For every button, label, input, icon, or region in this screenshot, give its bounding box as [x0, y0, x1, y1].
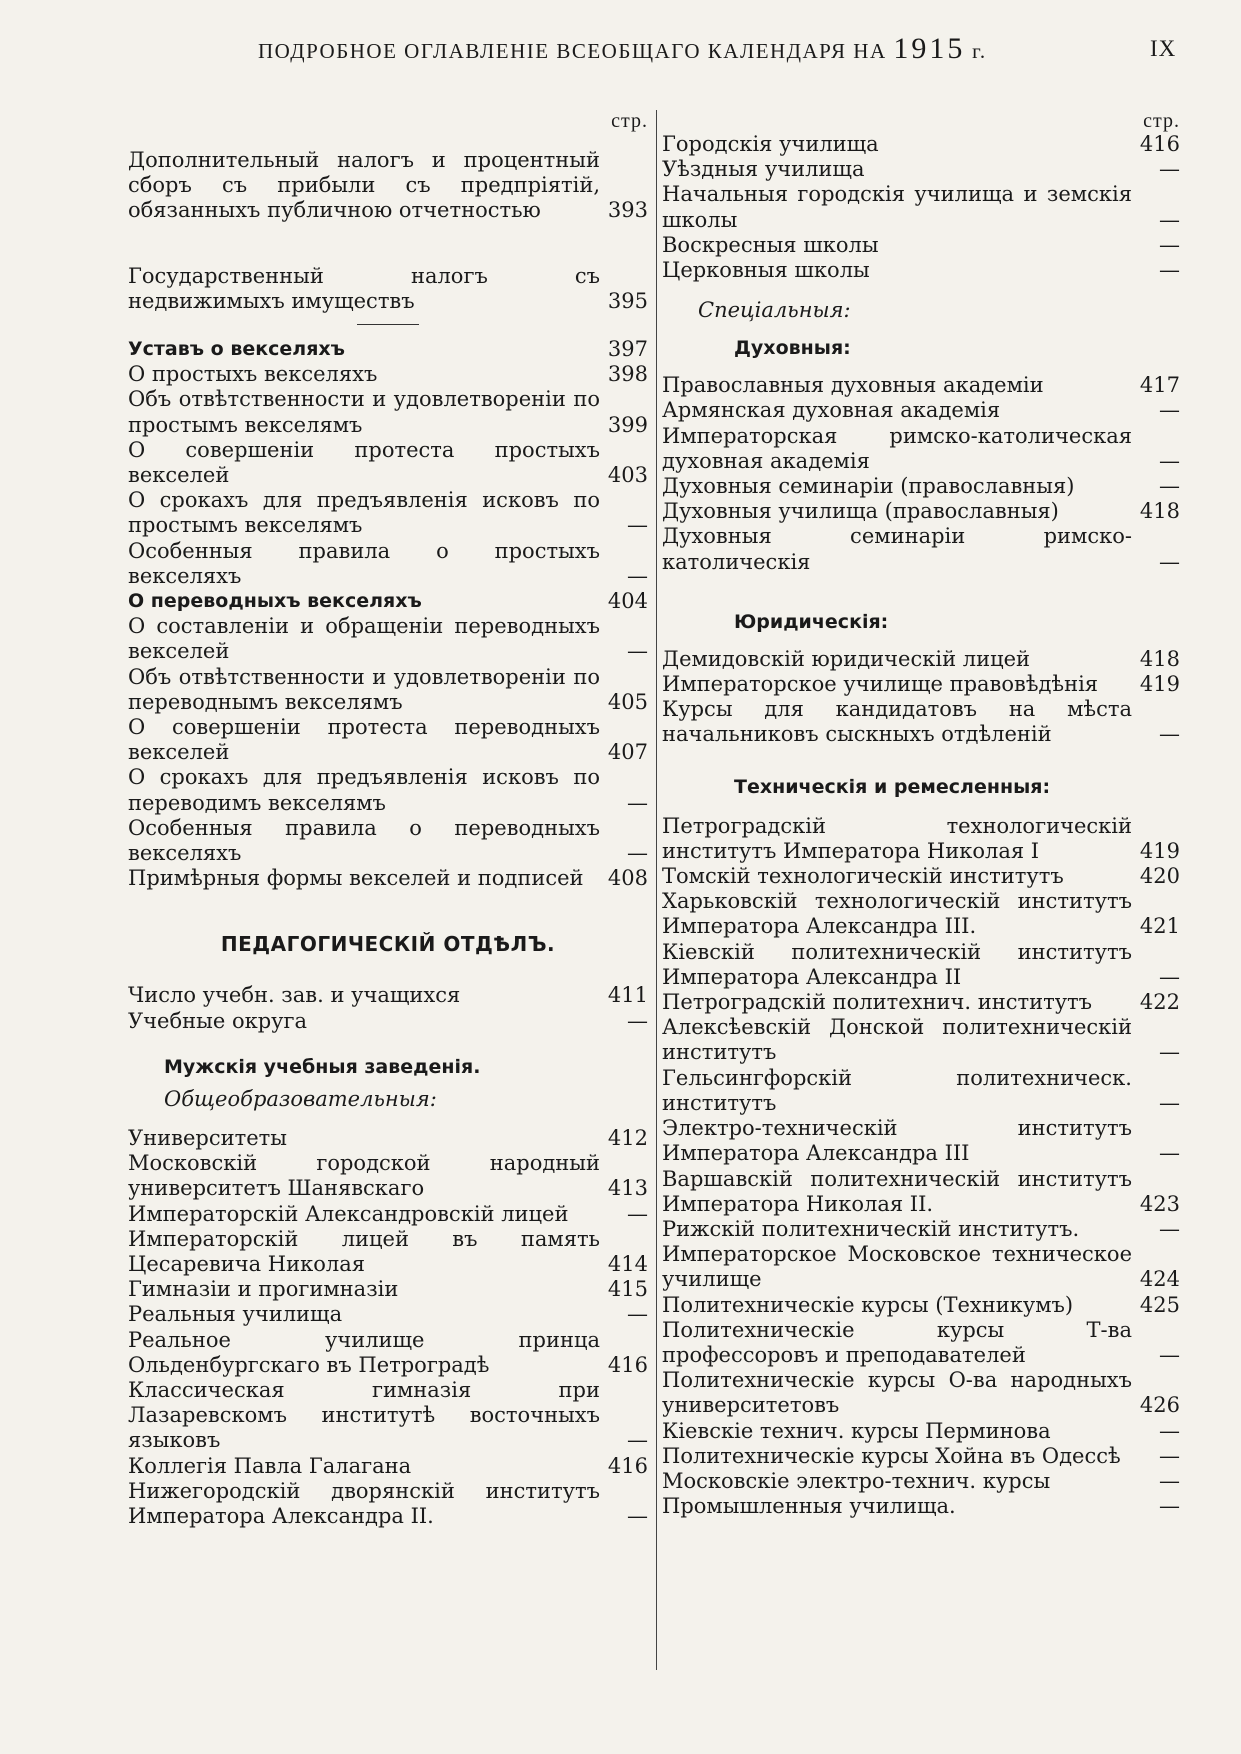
toc-entry — [128, 1202, 648, 1227]
toc-entry — [128, 488, 648, 538]
toc-entry — [662, 1242, 1180, 1292]
right-column — [662, 108, 1180, 1519]
toc-entry-page: — — [627, 1503, 648, 1528]
toc-entry — [662, 814, 1180, 864]
toc-entry — [128, 1479, 648, 1529]
toc-entry-title: О составленіи и обращеніи переводныхъ векселей — [128, 614, 600, 664]
toc-entry — [128, 539, 648, 589]
toc-entry-title: О совершеніи протеста переводныхъ векселей — [128, 715, 600, 765]
running-header — [258, 32, 987, 66]
legal-heading: Юридическія: — [734, 610, 889, 633]
toc-entry-title: Томскій технологическій институтъ — [662, 864, 1064, 889]
toc-entry-title: Промышленныя училища. — [662, 1494, 956, 1519]
toc-entry-page: 423 — [1139, 1191, 1180, 1216]
toc-entry-page: 399 — [607, 412, 648, 437]
right-page-label: стр. — [1143, 110, 1180, 132]
toc-entry — [662, 474, 1180, 499]
toc-entry-title: О совершеніи протеста простыхъ векселей — [128, 437, 600, 488]
toc-entry-page: 422 — [1139, 990, 1180, 1015]
toc-entry-title: Петроградскій политехнич. институтъ — [662, 990, 1093, 1015]
toc-entry-page: — — [1159, 157, 1180, 182]
page-number: IX — [1150, 36, 1177, 61]
toc-entry — [662, 940, 1180, 990]
toc-entry-page: — — [627, 1008, 648, 1033]
toc-entry-page: 421 — [1139, 914, 1180, 939]
general-education-list — [128, 1126, 648, 1529]
toc-entry — [662, 524, 1180, 574]
toc-entry-title: Варшавскій политехническій институтъ Императора Николая II. — [662, 1166, 1132, 1216]
general-education-heading: Общеобразовательныя: — [164, 1086, 437, 1111]
toc-entry-page: — — [1159, 964, 1180, 989]
toc-entry-title: Уѣздныя училища — [662, 157, 865, 182]
spiritual-heading: Духовныя: — [734, 337, 851, 360]
toc-entry-title: Число учебн. зав. и учащихся — [128, 983, 461, 1008]
toc-entry — [128, 665, 648, 715]
toc-entry-page: — — [1159, 1468, 1180, 1493]
toc-entry-title: Электро-техническій институтъ Императора Александра III — [662, 1116, 1132, 1166]
toc-entry-page: — — [627, 790, 648, 815]
toc-entry-title: Нижегородскій дворянскій институтъ Императора Александра II. — [128, 1478, 600, 1528]
toc-entry — [128, 983, 648, 1008]
toc-entry-title: Городскія училища — [662, 132, 879, 156]
toc-entry-title: О срокахъ для предъявленія исковъ по простымъ векселямъ — [128, 488, 600, 538]
toc-entry — [662, 672, 1180, 697]
toc-entry-title: Армянская духовная академія — [662, 398, 1001, 423]
toc-entry-page: 418 — [1139, 499, 1180, 524]
toc-entry-page: — — [1159, 448, 1180, 473]
toc-entry-title: Государственный налогъ съ недвижимыхъ имуществъ — [128, 263, 600, 313]
toc-entry-title: О срокахъ для предъявленія исковъ по переводимъ векселямъ — [128, 765, 600, 815]
toc-entry-page: — — [1159, 258, 1180, 283]
toc-entry — [662, 398, 1180, 423]
toc-entry-page: — — [1159, 1418, 1180, 1443]
toc-entry-title: Классическая гимназія при Лазаревскомъ институтѣ восточныхъ языковъ — [128, 1377, 600, 1453]
toc-entry-page: 425 — [1139, 1292, 1180, 1317]
toc-entry-title: Духовныя семинаріи (православныя) — [662, 474, 1075, 499]
toc-entry-page: 412 — [607, 1125, 648, 1150]
toc-entry — [662, 1015, 1180, 1065]
toc-entry — [128, 1227, 648, 1277]
bills-simple-list — [128, 362, 648, 589]
toc-entry-title: Императорское училище правовѣдѣнія — [662, 672, 1099, 697]
toc-entry — [128, 1328, 648, 1378]
toc-entry-page: — — [1159, 474, 1180, 499]
toc-entry — [662, 182, 1180, 232]
transfer-bills-heading: О переводныхъ векселяхъ 404 — [128, 589, 648, 614]
spiritual-list — [662, 373, 1180, 575]
toc-entry — [128, 816, 648, 866]
toc-entry-page: 395 — [607, 288, 648, 313]
toc-entry — [128, 387, 648, 437]
toc-entry-page: — — [627, 1428, 648, 1453]
pedagogy-heading: ПЕДАГОГИЧЕСКІЙ ОТДѢЛЪ. — [220, 932, 556, 957]
toc-entry-title: Особенныя правила о переводныхъ векселяхъ — [128, 815, 600, 866]
toc-entry-title: Политехническіе курсы Т-ва профессоровъ и преподавателей — [662, 1317, 1132, 1367]
toc-entry — [662, 258, 1180, 283]
toc-entry — [662, 132, 1180, 157]
toc-entry — [128, 1277, 648, 1302]
toc-entry — [662, 1167, 1180, 1217]
bills-transfer-list — [128, 614, 648, 891]
left-column — [128, 108, 648, 1529]
toc-entry-page: 420 — [1139, 864, 1180, 889]
toc-entry-page: 398 — [607, 362, 648, 387]
bills-heading: Уставъ о векселяхъ 397 — [128, 337, 648, 362]
toc-entry-page: — — [1159, 1216, 1180, 1241]
toc-entry-page: 426 — [1139, 1393, 1180, 1418]
toc-entry-title: Объ отвѣтственности и удовлетвореніи по переводнымъ векселямъ — [128, 664, 600, 714]
toc-entry — [662, 1217, 1180, 1242]
toc-entry-page: — — [627, 1201, 648, 1226]
toc-entry — [128, 1126, 648, 1151]
toc-entry-page: 419 — [1139, 672, 1180, 697]
toc-entry-title: Политехническіе курсы (Техникумъ) — [662, 1292, 1074, 1317]
toc-entry-title: Дополнительный налогъ и процентный сборъ съ прибыли съ предпріятій, обязанныхъ публичною отчетностью — [128, 148, 600, 223]
pedagogy-list — [128, 983, 648, 1033]
toc-entry-page: — — [1159, 1494, 1180, 1519]
toc-entry — [662, 1368, 1180, 1418]
toc-entry-page: — — [627, 841, 648, 866]
toc-entry-page: 424 — [1139, 1267, 1180, 1292]
toc-entry-page: — — [1159, 1443, 1180, 1468]
toc-entry-title: Объ отвѣтственности и удовлетвореніи по простымъ векселямъ — [128, 387, 600, 437]
toc-entry-page: — — [627, 639, 648, 664]
toc-entry-page: — — [1159, 722, 1180, 747]
toc-entry-title: Алексѣевскій Донской политехническій институтъ — [662, 1015, 1132, 1065]
column-divider — [656, 110, 657, 1670]
toc-entry — [662, 157, 1180, 182]
toc-entry-title: Гельсингфорскій политехническ. институтъ — [662, 1065, 1132, 1115]
toc-entry-title: О простыхъ векселяхъ — [128, 362, 378, 387]
general-schools-list — [662, 132, 1180, 283]
toc-entry-page: — — [1159, 1141, 1180, 1166]
toc-entry-title: Политехническіе курсы Хойна въ Одессѣ — [662, 1443, 1121, 1468]
toc-entry-page: 417 — [1139, 373, 1180, 398]
toc-entry-title: Православныя духовныя академіи — [662, 373, 1044, 398]
toc-entry — [662, 889, 1180, 939]
toc-entry — [128, 264, 648, 314]
toc-entry-page: 411 — [607, 983, 648, 1008]
toc-entry-title: Особенныя правила о простыхъ векселяхъ — [128, 538, 600, 588]
toc-entry-page: — — [627, 1302, 648, 1327]
toc-entry-title: Императорскій Александровскій лицей — [128, 1201, 569, 1226]
toc-entry-title: Кіевскіе технич. курсы Перминова — [662, 1418, 1051, 1443]
toc-entry — [128, 148, 648, 224]
toc-entry — [662, 1419, 1180, 1444]
toc-entry-title: Реальное училище принца Ольденбургскаго въ Петроградѣ — [128, 1327, 600, 1377]
toc-entry-page: — — [1159, 1040, 1180, 1065]
toc-entry-title: Гимназіи и прогимназіи — [128, 1277, 399, 1302]
toc-entry-page: 408 — [607, 866, 648, 891]
technical-heading: Техническія и ремесленныя: — [734, 775, 1051, 798]
toc-entry — [662, 1293, 1180, 1318]
toc-entry — [662, 1066, 1180, 1116]
toc-entry-title: Коллегія Павла Галагана — [128, 1453, 412, 1478]
toc-entry-title: Примѣрныя формы векселей и подписей — [128, 866, 584, 891]
toc-entry-title: Начальныя городскія училища и земскія школы — [662, 182, 1132, 232]
toc-entry — [662, 373, 1180, 398]
toc-entry — [662, 233, 1180, 258]
toc-entry — [128, 866, 648, 891]
toc-entry — [662, 697, 1180, 747]
toc-entry-title: Воскресныя школы — [662, 232, 879, 257]
toc-entry-title: Демидовскій юридическій лицей — [662, 646, 1031, 671]
toc-entry — [662, 990, 1180, 1015]
toc-entry-title: Политехническіе курсы О-ва народныхъ университетовъ — [662, 1368, 1132, 1418]
toc-entry-page: — — [1159, 398, 1180, 423]
toc-entry-page: — — [627, 513, 648, 538]
toc-entry — [128, 1009, 648, 1034]
toc-entry-page: — — [1159, 1342, 1180, 1367]
toc-entry-title: Императорская римско-католическая духовная академія — [662, 423, 1132, 473]
toc-entry — [128, 715, 648, 765]
toc-entry-title: Рижскій политехническій институтъ. — [662, 1216, 1080, 1241]
toc-entry-title: Харьковскій технологическій институтъ Императора Александра III. — [662, 889, 1132, 939]
toc-entry-page: 416 — [607, 1352, 648, 1377]
header-title: ПОДРОБНОЕ ОГЛАВЛЕНІЕ ВСЕОБЩАГО КАЛЕНДАРЯ НА — [258, 39, 887, 63]
toc-entry — [128, 438, 648, 488]
toc-entry-page: 413 — [607, 1176, 648, 1201]
toc-entry — [662, 864, 1180, 889]
toc-entry — [662, 647, 1180, 672]
toc-entry-page: 393 — [607, 198, 648, 223]
toc-entry-page: 416 — [1139, 132, 1180, 156]
tax-list — [128, 148, 648, 314]
special-schools-heading: Спеціальныя: — [698, 298, 851, 323]
toc-entry-title: Учебные округа — [128, 1008, 308, 1033]
toc-entry-title: Кіевскій политехническій институтъ Императора Александра II — [662, 939, 1132, 989]
toc-entry — [662, 424, 1180, 474]
mens-schools-heading: Мужскія учебныя заведенія. — [164, 1055, 481, 1078]
toc-entry — [128, 1378, 648, 1454]
toc-entry-title: Реальныя училища — [128, 1302, 343, 1327]
toc-entry-title: Императорскій лицей въ память Цесаревича Николая — [128, 1226, 600, 1276]
toc-entry-page: 403 — [607, 463, 648, 488]
toc-entry-title: Духовныя семинаріи римско-католическія — [662, 524, 1132, 574]
toc-entry-page: 419 — [1139, 838, 1180, 863]
toc-entry — [128, 362, 648, 387]
toc-entry — [662, 1318, 1180, 1368]
toc-entry-page: 418 — [1139, 646, 1180, 671]
toc-entry-page: — — [1159, 1090, 1180, 1115]
toc-entry-title: Московскіе электро-технич. курсы — [662, 1468, 1051, 1493]
toc-entry-title: Церковныя школы — [662, 258, 870, 283]
toc-entry-title: Императорское Московское техническое училище — [662, 1242, 1132, 1292]
toc-entry — [128, 1302, 648, 1327]
toc-entry-title: Курсы для кандидатовъ на мѣста начальниковъ сыскныхъ отдѣленій — [662, 697, 1132, 747]
technical-list — [662, 814, 1180, 1520]
header-year-suffix: г. — [972, 39, 987, 63]
toc-entry — [128, 1454, 648, 1479]
toc-entry — [128, 614, 648, 664]
toc-entry-title: Московскій городской народный университетъ Шанявскаго — [128, 1151, 600, 1201]
toc-entry-title: Духовныя училища (православныя) — [662, 499, 1059, 524]
toc-entry-page: — — [1159, 232, 1180, 257]
toc-entry-page: 416 — [607, 1453, 648, 1478]
toc-entry-page: — — [1159, 207, 1180, 232]
toc-entry — [662, 1116, 1180, 1166]
toc-entry-page: 414 — [607, 1251, 648, 1276]
section-divider — [357, 324, 419, 325]
toc-entry-page: 407 — [607, 740, 648, 765]
toc-entry-page: 405 — [607, 689, 648, 714]
toc-entry-page: — — [1159, 549, 1180, 574]
toc-entry-page: 415 — [607, 1277, 648, 1302]
header-year: 1915 — [893, 32, 966, 65]
toc-entry — [662, 1494, 1180, 1519]
left-page-label: стр. — [611, 110, 648, 132]
toc-entry — [662, 1469, 1180, 1494]
toc-entry — [128, 1151, 648, 1201]
toc-entry — [662, 1444, 1180, 1469]
toc-entry — [128, 765, 648, 815]
legal-list — [662, 647, 1180, 748]
toc-entry — [662, 499, 1180, 524]
toc-entry-title: Петроградскій технологическій институтъ Императора Николая I — [662, 813, 1132, 863]
toc-entry-title: Университеты — [128, 1125, 287, 1150]
toc-entry-page: — — [627, 563, 648, 588]
